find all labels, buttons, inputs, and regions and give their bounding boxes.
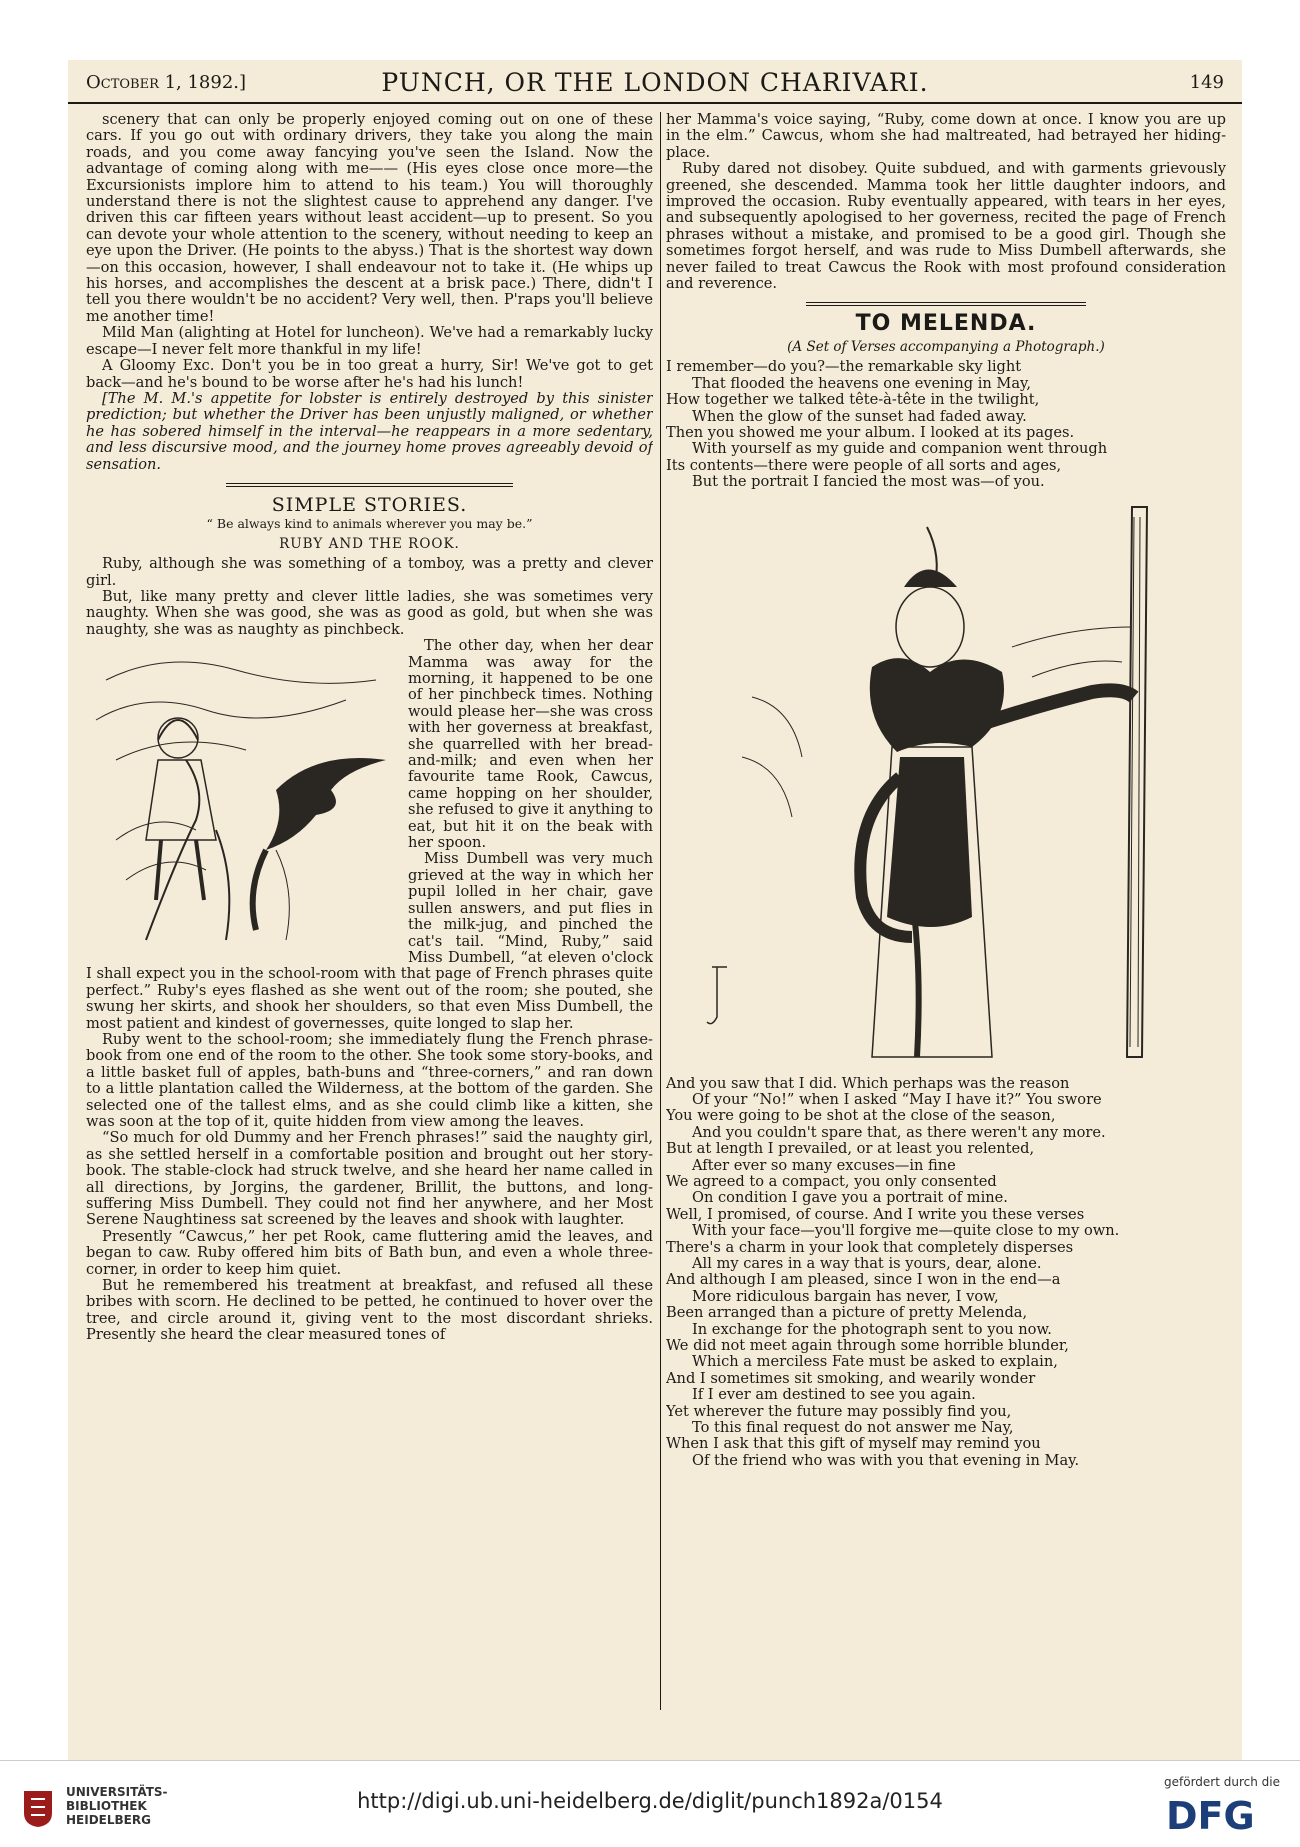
poem-stanza xyxy=(666,1338,1226,1469)
story-illustrated-block xyxy=(86,638,653,1032)
poem-line: More ridiculous bargain has never, I vow, xyxy=(692,1287,999,1305)
poem-line: When the glow of the sunset had faded away. xyxy=(692,407,1027,425)
intro-paragraph: A Gloomy Exc. Don't you be in too great a hurry, Sir! We've got to get back—and he's bound to be worse after he's had his lunch! xyxy=(86,357,653,391)
poem-line: That flooded the heavens one evening in May, xyxy=(692,374,1032,392)
poem-line: In exchange for the photograph sent to you now. xyxy=(692,1320,1052,1338)
story-paragraph: Ruby went to the school-room; she immediately flung the French phrase-book from one end of the room to the other. She took some story-books, and a little basket full of apples, bath-buns and “three-corners,” and ran down to a little plantation called the Wilderness, at the bottom of the garden. She selected one of the tallest elms, and as she could climb like a kitten, she was soon at the top of it, quite hidden from view among the leaves. xyxy=(86,1030,653,1130)
dfg-logo-text: DFG xyxy=(1166,1795,1255,1835)
poem-line: You were going to be shot at the close of the season, xyxy=(666,1107,1056,1125)
poem-line: To this final request do not answer me Nay, xyxy=(692,1419,1014,1437)
story-continued-paragraph: her Mamma's voice saying, “Ruby, come down at once. I know you are up in the elm.” Cawcus, whom she had maltreated, had betrayed her hiding-place. xyxy=(666,112,1226,161)
viewer-footer xyxy=(0,1760,1300,1847)
rook-bird xyxy=(266,758,386,850)
dfg-logo xyxy=(1166,1795,1276,1835)
poem-line: But at length I prevailed, or at least you relented, xyxy=(666,1140,1035,1158)
poem-line: Of your “No!” when I asked “May I have it?” You swore xyxy=(692,1090,1102,1108)
right-column xyxy=(666,112,1226,1712)
intro-paragraph: Mild Man (alighting at Hotel for luncheon). We've had a remarkably lucky escape—I never felt more thankful in my life! xyxy=(86,324,653,358)
story-title: RUBY AND THE ROOK. xyxy=(279,535,460,552)
poem-line: Which a merciless Fate must be asked to explain, xyxy=(692,1353,1058,1371)
poem-stanza xyxy=(666,359,1226,490)
poem-line: I remember—do you?—the remarkable sky light xyxy=(666,358,1022,376)
column-divider xyxy=(660,112,661,1710)
funding-label: gefördert durch die xyxy=(1164,1775,1280,1789)
newspaper-page xyxy=(68,60,1242,1760)
header-page-number: 149 xyxy=(1189,72,1224,93)
girl-head xyxy=(158,718,198,758)
poem-line: Its contents—there were people of all sorts and ages, xyxy=(666,456,1062,474)
poem-line: We agreed to a compact, you only consented xyxy=(666,1172,997,1190)
poem-line: And you couldn't spare that, as there weren't any more. xyxy=(692,1123,1106,1141)
poem-line: Of the friend who was with you that evening in May. xyxy=(692,1451,1080,1469)
poem-line: How together we talked tête-à-tête in the twilight, xyxy=(666,391,1040,409)
story-paragraph: Ruby, although she was something of a tomboy, was a pretty and clever girl. xyxy=(86,555,653,589)
ruby-and-rook-illustration xyxy=(86,640,398,952)
poem-line: Been arranged than a picture of pretty Melenda, xyxy=(666,1304,1028,1322)
hat xyxy=(904,569,957,587)
poem-line: When I ask that this gift of myself may remind you xyxy=(666,1435,1041,1453)
poem-line: There's a charm in your look that completely disperses xyxy=(666,1238,1074,1256)
story-paragraph: But he remembered his treatment at breakfast, and refused all these bribes with scorn. He declined to be petted, he continued to hover over the tree, and circle around it, giving vent to the most discordant shrieks. Presently she heard the clear measured tones of xyxy=(86,1277,653,1344)
poem-line: On condition I gave you a portrait of mine. xyxy=(692,1189,1008,1207)
story-paragraph: But, like many pretty and clever little ladies, she was sometimes very naughty. When she was good, she was as good as gold, but when she was naughty, she was as naughty as pinchbeck. xyxy=(86,587,653,638)
poem-line: But the portrait I fancied the most was—of you. xyxy=(692,473,1045,491)
woman-face xyxy=(896,587,964,667)
section-rule xyxy=(226,483,513,487)
source-url-link[interactable]: http://digi.ub.uni-heidelberg.de/diglit/punch1892a/0154 xyxy=(357,1789,943,1813)
poem-line: After ever so many excuses—in fine xyxy=(692,1156,956,1174)
poem-line: All my cares in a way that is yours, dear, alone. xyxy=(692,1255,1042,1272)
poem-line: Yet wherever the future may possibly find you, xyxy=(666,1402,1012,1420)
page-header xyxy=(68,60,1242,104)
story-paragraph: The other day, when her dear Mamma was away for the morning, it happened to be one of her pinchbeck times. Nothing would please her—she was cross with her governess at breakfast, she quarrelled with her bread-and-milk; and even when her favourite tame Rook, Cawcus, came hopping on her shoulder, she refused to give it anything to eat, but hit it on the beak with her spoon. xyxy=(408,638,653,852)
poem-line: And although I am pleased, since I won in the end—a xyxy=(666,1271,1061,1289)
poem-stanza xyxy=(666,1207,1226,1338)
library-name: UNIVERSITÄTS- BIBLIOTHEK HEIDELBERG xyxy=(66,1785,168,1827)
section-rule xyxy=(806,302,1086,306)
story-paragraph: “So much for old Dummy and her French phrases!” said the naughty girl, as she settled herself in a comfortable position and brought out her story-book. The stable-clock had struck twelve, and she heard her name called in all directions, by Jorgins, the gardener, Brillit, the buttons, and long-suffering Miss Dumbell. They could not find her anywhere, and her Most Serene Naughtiness sat screened by the leaves and shook with laughter. xyxy=(86,1129,653,1229)
poem-line: With yourself as my guide and companion went through xyxy=(692,440,1108,458)
poem-line: And you saw that I did. Which perhaps was the reason xyxy=(666,1074,1070,1092)
story-paragraph: Miss Dumbell was very much grieved at the way in which her pupil lolled in her chair, gave sullen answers, and put flies in the milk-jug, and pinched the cat's tail. “Mind, Ruby,” said Miss Dumbell, “at eleven o'clock I shall expect you in the school-room with that page of French phrases quite perfect.” Ruby's eyes flashed as she went out of the room; she pouted, she swung her skirts, and shook her shoulders, so that even Miss Dumbell, the most patient and kindest of governesses, quite longed to slap her. xyxy=(86,850,653,1032)
poem-line: If I ever am destined to see you again. xyxy=(692,1386,976,1404)
poem-line: And I sometimes sit smoking, and wearily wonder xyxy=(666,1369,1036,1387)
story-continued-paragraph: Ruby dared not disobey. Quite subdued, and with garments grievously greened, she descended. Mamma took her little daughter indoors, and improved the occasion. Ruby eventually appeared, with tears in her eyes, and subsequently apologised to her governess, recited the page of French phrases without a mistake, and promised to be a good girl. Though she sometimes forgot herself, and was rude to Miss Dumbell afterwards, she never failed to treat Cawcus the Rook with most profound consideration and reverence. xyxy=(666,160,1226,293)
header-title: PUNCH, OR THE LONDON CHARIVARI. xyxy=(381,68,929,97)
left-column xyxy=(86,112,653,1712)
poem-stanza xyxy=(666,1076,1226,1207)
poem-title: TO MELENDA. xyxy=(855,311,1037,337)
intro-paragraph: [The M. M.'s appetite for lobster is entirely destroyed by this sinister prediction; but whether the Driver has been unjustly maligned, or whether he has sobered himself in the interval—he reappears in a more sedentary, and less discursive mood, and the journey home proves agreeably devoid of sensation. xyxy=(86,389,653,473)
poem-line: We did not meet again through some horrible blunder, xyxy=(666,1337,1069,1355)
section-motto: “ Be always kind to animals wherever you may be.” xyxy=(206,516,533,532)
feather-boa xyxy=(870,658,1004,752)
poem-subtitle: (A Set of Verses accompanying a Photograph.) xyxy=(787,338,1105,355)
poem-line: With your face—you'll forgive me—quite close to my own. xyxy=(692,1222,1120,1240)
header-date: October 1, 1892.] xyxy=(86,72,247,93)
poem-line: Then you showed me your album. I looked at its pages. xyxy=(666,423,1075,441)
story-paragraph: Presently “Cawcus,” her pet Rook, came fluttering amid the leaves, and began to caw. Ruby offered him bits of Bath bun, and even a whole three-corner, in order to keep him quiet. xyxy=(86,1227,653,1278)
intro-paragraph: scenery that can only be properly enjoyed coming out on one of these cars. If you go out with ordinary drivers, they take you along the main roads, and you come away fancying you've seen the Island. Now the advantage of coming along with me—— (His eyes close once more—the Excursionists implore him to attend to his team.) You will thoroughly understand there is not the slightest cause to apprehend any danger. I've driven this car fifteen years without least accident—up to present. So you can devote your whole attention to the scenery, without needing to keep an eye upon the Driver. (He points to the abyss.) That is the shortest way down—on this occasion, however, I shall endeavour not to take it. (He whips up his horses, and accomplishes the descent at a brisk pace.) There, didn't I tell you there wouldn't be no accident? Very well, then. P'raps you'll believe me another time! xyxy=(86,112,653,325)
poem-line: Well, I promised, of course. And I write you these verses xyxy=(666,1205,1085,1223)
melenda-portrait-illustration xyxy=(672,497,1220,1072)
section-title: SIMPLE STORIES. xyxy=(271,493,468,516)
